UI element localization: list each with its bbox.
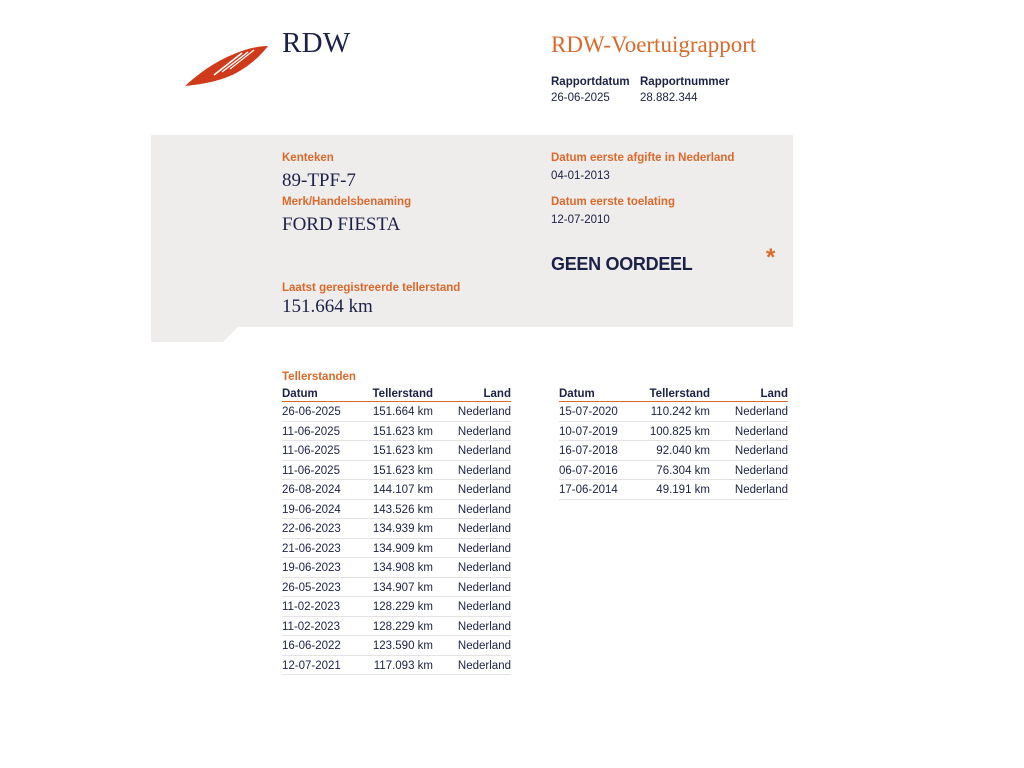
row-country: Nederland	[734, 484, 788, 496]
row-date: 26-06-2025	[282, 406, 341, 418]
row-date: 11-02-2023	[282, 620, 340, 633]
plate-number: 89-TPF-7	[282, 170, 356, 191]
row-country: Nederland	[457, 640, 511, 652]
table-header	[559, 387, 788, 402]
row-date: 21-06-2023	[282, 542, 341, 555]
table-row	[282, 617, 511, 637]
row-country: Nederland	[457, 562, 511, 574]
report-title: RDW-Voertuigrapport	[551, 32, 757, 57]
row-reading: 134.939 km	[372, 523, 433, 535]
column-header-country: Land	[483, 388, 511, 400]
odometer-table-left	[282, 387, 511, 675]
row-country: Nederland	[457, 503, 511, 516]
column-header-date: Datum	[559, 388, 595, 400]
row-country: Nederland	[734, 425, 788, 438]
column-header-country: Land	[760, 388, 788, 400]
row-reading: 143.526 km	[372, 503, 433, 516]
table-row	[282, 402, 511, 422]
row-date: 11-06-2025	[282, 425, 340, 438]
table-row	[282, 597, 511, 617]
table-row	[282, 500, 511, 520]
row-country: Nederland	[734, 464, 788, 477]
table-header	[282, 387, 511, 402]
row-reading: 134.909 km	[372, 542, 433, 555]
row-country: Nederland	[457, 484, 511, 496]
row-date: 26-05-2023	[282, 581, 341, 594]
row-country: Nederland	[457, 542, 511, 555]
make-name: FORD FIESTA	[282, 214, 401, 235]
row-country: Nederland	[457, 523, 511, 535]
row-country: Nederland	[457, 425, 511, 438]
row-reading: 151.623 km	[372, 464, 433, 477]
last-reading-value: 151.664 km	[282, 296, 373, 317]
row-reading: 49.191 km	[656, 484, 710, 496]
column-header-reading: Tellerstand	[372, 388, 433, 400]
first-issue-nl-label: Datum eerste afgifte in Nederland	[551, 152, 735, 164]
row-date: 16-07-2018	[559, 445, 618, 457]
row-reading: 92.040 km	[656, 445, 710, 457]
row-reading: 144.107 km	[372, 484, 433, 496]
report-date: 26-06-2025	[551, 92, 610, 104]
table-row	[559, 402, 788, 422]
row-reading: 76.304 km	[656, 464, 710, 477]
table-row	[282, 558, 511, 578]
row-reading: 151.623 km	[372, 425, 433, 438]
row-reading: 110.242 km	[650, 406, 710, 418]
row-country: Nederland	[457, 406, 511, 418]
row-reading: 123.590 km	[372, 640, 433, 652]
row-date: 06-07-2016	[559, 464, 618, 477]
column-header-reading: Tellerstand	[649, 388, 710, 400]
first-issue-nl-date: 04-01-2013	[551, 170, 610, 182]
table-row	[282, 422, 511, 442]
report-number: 28.882.344	[640, 92, 698, 104]
row-country: Nederland	[457, 445, 511, 457]
column-header-date: Datum	[282, 388, 318, 400]
odometer-section-title: Tellerstanden	[282, 371, 356, 383]
row-date: 15-07-2020	[559, 406, 618, 418]
row-reading: 151.664 km	[372, 406, 433, 418]
vehicle-info-panel	[151, 135, 793, 342]
row-date: 16-06-2022	[282, 640, 341, 652]
row-country: Nederland	[457, 601, 511, 613]
row-reading: 134.908 km	[372, 562, 433, 574]
table-row	[282, 519, 511, 539]
make-label: Merk/Handelsbenaming	[282, 196, 412, 208]
row-country: Nederland	[457, 620, 511, 633]
last-reading-label: Laatst geregistreerde tellerstand	[282, 282, 461, 294]
row-country: Nederland	[734, 406, 788, 418]
row-date: 12-07-2021	[282, 659, 341, 672]
row-reading: 134.907 km	[372, 581, 433, 594]
first-admission-date: 12-07-2010	[551, 214, 610, 226]
report-date-label: Rapportdatum	[551, 76, 630, 88]
row-reading: 151.623 km	[372, 445, 433, 457]
row-date: 19-06-2024	[282, 503, 341, 516]
table-row	[282, 539, 511, 559]
table-row	[282, 480, 511, 500]
row-date: 10-07-2019	[559, 425, 618, 438]
row-country: Nederland	[457, 464, 511, 477]
row-reading: 128.229 km	[372, 601, 433, 613]
row-date: 11-06-2025	[282, 464, 340, 477]
report-number-label: Rapportnummer	[640, 76, 730, 88]
row-reading: 100.825 km	[649, 425, 710, 438]
brand-name: RDW	[282, 27, 351, 59]
rdw-wing-logo-icon	[184, 44, 268, 88]
row-date: 26-08-2024	[282, 484, 341, 496]
row-date: 11-02-2023	[282, 601, 340, 613]
row-date: 17-06-2014	[559, 484, 618, 496]
row-reading: 128.229 km	[372, 620, 433, 633]
plate-label: Kenteken	[282, 152, 334, 164]
table-row	[282, 578, 511, 598]
table-row	[282, 441, 511, 461]
verdict-footnote-marker: *	[766, 244, 776, 271]
table-row	[282, 656, 511, 676]
table-row	[559, 461, 788, 481]
first-admission-label: Datum eerste toelating	[551, 196, 675, 208]
table-row	[282, 461, 511, 481]
row-country: Nederland	[457, 581, 511, 594]
table-row	[559, 480, 788, 500]
row-date: 22-06-2023	[282, 523, 341, 535]
table-row	[559, 441, 788, 461]
row-date: 11-06-2025	[282, 445, 340, 457]
odometer-table-right	[559, 387, 788, 500]
row-country: Nederland	[457, 659, 511, 672]
table-row	[282, 636, 511, 656]
table-row	[559, 422, 788, 442]
row-country: Nederland	[734, 445, 788, 457]
row-date: 19-06-2023	[282, 562, 341, 574]
row-reading: 117.093 km	[373, 659, 433, 672]
odometer-verdict: GEEN OORDEEL	[551, 254, 693, 274]
